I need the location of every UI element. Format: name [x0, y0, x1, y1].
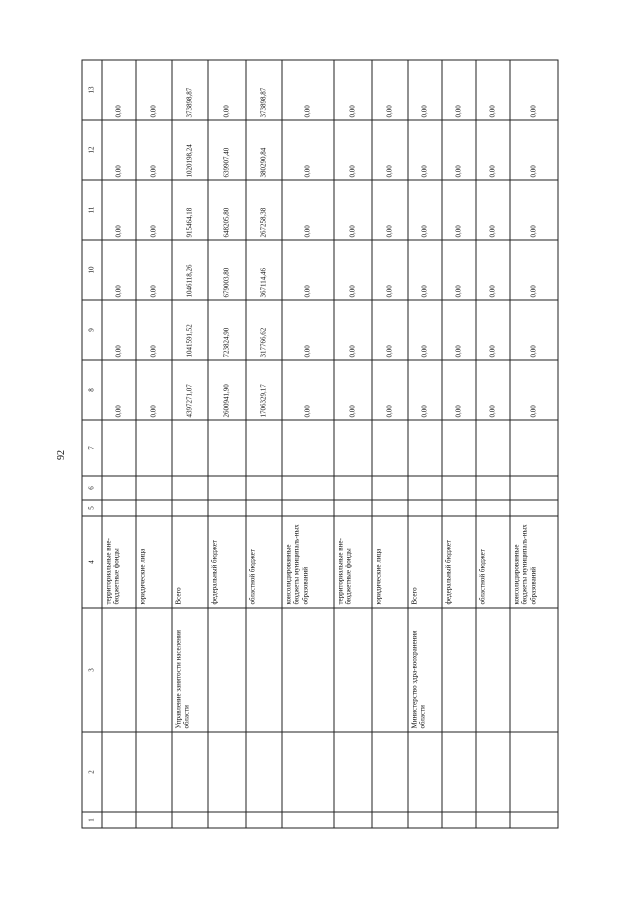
cell-value: 0,00 [282, 240, 334, 300]
cell-value: 0,00 [136, 60, 172, 120]
cell-empty [246, 420, 282, 476]
cell-empty [208, 420, 246, 476]
cell-empty [334, 476, 372, 500]
cell-value: 0,00 [102, 300, 136, 360]
table-row [372, 60, 408, 828]
cell-value: 915464,18 [172, 180, 208, 240]
table-row [246, 60, 282, 828]
cell-col-1 [442, 812, 476, 828]
budget-table [82, 60, 559, 829]
cell-empty [246, 476, 282, 500]
cell-empty [372, 500, 408, 516]
cell-source: консолидированные бюджеты муниципаль-ных образований [282, 516, 334, 608]
cell-value: 0,00 [334, 120, 372, 180]
cell-value: 0,00 [476, 300, 510, 360]
header-cell: 7 [82, 420, 102, 476]
header-row [82, 60, 102, 828]
table-row [208, 60, 246, 828]
cell-value: 0,00 [510, 300, 558, 360]
cell-empty [408, 500, 442, 516]
cell-value: 639907,40 [208, 120, 246, 180]
cell-value: 0,00 [408, 300, 442, 360]
header-cell: 1 [82, 812, 102, 828]
cell-value: 0,00 [408, 60, 442, 120]
cell-value: 0,00 [408, 360, 442, 420]
cell-responsible [442, 608, 476, 732]
cell-responsible [510, 608, 558, 732]
cell-source: федеральный бюджет [442, 516, 476, 608]
cell-col-1 [476, 812, 510, 828]
cell-value: 0,00 [282, 60, 334, 120]
cell-responsible [208, 608, 246, 732]
cell-col-2 [102, 732, 136, 812]
cell-responsible [136, 608, 172, 732]
cell-col-1 [102, 812, 136, 828]
cell-value: 0,00 [408, 240, 442, 300]
table-row [510, 60, 558, 828]
cell-col-2 [136, 732, 172, 812]
cell-col-1 [246, 812, 282, 828]
cell-empty [408, 476, 442, 500]
cell-responsible [372, 608, 408, 732]
cell-value: 0,00 [510, 360, 558, 420]
cell-value: 0,00 [334, 60, 372, 120]
header-cell: 10 [82, 240, 102, 300]
cell-value: 0,00 [442, 120, 476, 180]
cell-empty [476, 500, 510, 516]
cell-col-1 [282, 812, 334, 828]
cell-responsible: Министерство здра-воохранения области [408, 608, 442, 732]
cell-value: 0,00 [136, 240, 172, 300]
cell-empty [476, 420, 510, 476]
cell-empty [510, 476, 558, 500]
cell-value: 1046118,26 [172, 240, 208, 300]
cell-empty [282, 476, 334, 500]
cell-value: 0,00 [136, 120, 172, 180]
cell-empty [208, 476, 246, 500]
cell-empty [208, 500, 246, 516]
cell-value: 0,00 [510, 60, 558, 120]
cell-empty [102, 500, 136, 516]
cell-value: 0,00 [476, 180, 510, 240]
cell-empty [282, 500, 334, 516]
cell-source: юридические лица [136, 516, 172, 608]
cell-empty [372, 476, 408, 500]
cell-empty [172, 500, 208, 516]
header-cell: 3 [82, 608, 102, 732]
cell-value: 0,00 [442, 60, 476, 120]
header-cell: 5 [82, 500, 102, 516]
cell-value: 0,00 [102, 120, 136, 180]
header-cell: 12 [82, 120, 102, 180]
cell-responsible [476, 608, 510, 732]
cell-col-2 [282, 732, 334, 812]
cell-value: 0,00 [282, 120, 334, 180]
cell-empty [372, 420, 408, 476]
cell-value: 0,00 [476, 120, 510, 180]
cell-value: 0,00 [442, 300, 476, 360]
cell-empty [334, 420, 372, 476]
cell-value: 0,00 [102, 360, 136, 420]
table-row [172, 60, 208, 828]
cell-value: 0,00 [372, 120, 408, 180]
cell-value: 1020198,24 [172, 120, 208, 180]
table-row [408, 60, 442, 828]
cell-value: 0,00 [334, 240, 372, 300]
cell-value: 0,00 [282, 300, 334, 360]
cell-value: 0,00 [408, 180, 442, 240]
cell-value: 0,00 [476, 60, 510, 120]
cell-col-2 [208, 732, 246, 812]
cell-col-2 [476, 732, 510, 812]
cell-value: 0,00 [442, 180, 476, 240]
cell-source: Всего [408, 516, 442, 608]
cell-col-1 [334, 812, 372, 828]
cell-empty [136, 500, 172, 516]
cell-empty [102, 476, 136, 500]
cell-value: 0,00 [510, 120, 558, 180]
cell-col-2 [334, 732, 372, 812]
cell-value: 0,00 [372, 180, 408, 240]
cell-empty [172, 476, 208, 500]
cell-value: 0,00 [282, 180, 334, 240]
header-cell: 13 [82, 60, 102, 120]
page-number: 92 [56, 450, 67, 460]
table-row [282, 60, 334, 828]
cell-value: 0,00 [334, 360, 372, 420]
cell-value: 648205,80 [208, 180, 246, 240]
cell-col-1 [172, 812, 208, 828]
cell-empty [172, 420, 208, 476]
cell-col-1 [510, 812, 558, 828]
cell-value: 0,00 [136, 300, 172, 360]
cell-col-2 [442, 732, 476, 812]
cell-source: юридические лица [372, 516, 408, 608]
cell-empty [246, 500, 282, 516]
cell-empty [408, 420, 442, 476]
cell-source: областной бюджет [476, 516, 510, 608]
cell-col-2 [408, 732, 442, 812]
header-cell: 2 [82, 732, 102, 812]
cell-source: Всего [172, 516, 208, 608]
cell-responsible [246, 608, 282, 732]
cell-col-1 [372, 812, 408, 828]
cell-source: консолидированные бюджеты муниципаль-ных образований [510, 516, 558, 608]
table-row [442, 60, 476, 828]
cell-empty [510, 500, 558, 516]
cell-value: 380290,84 [246, 120, 282, 180]
cell-empty [476, 476, 510, 500]
cell-value: 0,00 [510, 240, 558, 300]
cell-col-2 [510, 732, 558, 812]
cell-empty [442, 476, 476, 500]
header-cell: 8 [82, 360, 102, 420]
cell-responsible [282, 608, 334, 732]
cell-value: 267258,38 [246, 180, 282, 240]
table-row [334, 60, 372, 828]
cell-value: 0,00 [372, 240, 408, 300]
table-container [84, 60, 556, 828]
cell-value: 0,00 [282, 360, 334, 420]
cell-empty [282, 420, 334, 476]
cell-value: 367114,46 [246, 240, 282, 300]
cell-value: 373898,87 [172, 60, 208, 120]
cell-col-1 [136, 812, 172, 828]
cell-value: 723824,90 [208, 300, 246, 360]
cell-value: 0,00 [208, 60, 246, 120]
cell-source: территориальные вне-бюджетные фонды [102, 516, 136, 608]
cell-empty [334, 500, 372, 516]
cell-value: 0,00 [442, 240, 476, 300]
cell-value: 0,00 [476, 360, 510, 420]
cell-responsible [102, 608, 136, 732]
cell-source: территориальные вне-бюджетные фонды [334, 516, 372, 608]
cell-value: 0,00 [372, 360, 408, 420]
cell-empty [442, 420, 476, 476]
cell-value: 0,00 [372, 60, 408, 120]
cell-empty [136, 476, 172, 500]
cell-value: 2600941,90 [208, 360, 246, 420]
cell-empty [102, 420, 136, 476]
cell-value: 1706329,17 [246, 360, 282, 420]
header-cell: 11 [82, 180, 102, 240]
cell-value: 0,00 [102, 180, 136, 240]
cell-source: федеральный бюджет [208, 516, 246, 608]
header-cell: 6 [82, 476, 102, 500]
cell-value: 4397271,07 [172, 360, 208, 420]
header-cell: 9 [82, 300, 102, 360]
cell-value: 0,00 [136, 180, 172, 240]
cell-col-2 [372, 732, 408, 812]
cell-value: 0,00 [510, 180, 558, 240]
cell-col-1 [408, 812, 442, 828]
cell-empty [510, 420, 558, 476]
cell-empty [442, 500, 476, 516]
cell-value: 0,00 [442, 360, 476, 420]
cell-value: 0,00 [334, 300, 372, 360]
cell-col-1 [208, 812, 246, 828]
cell-value: 373898,87 [246, 60, 282, 120]
cell-value: 0,00 [102, 240, 136, 300]
cell-source: областной бюджет [246, 516, 282, 608]
cell-value: 0,00 [334, 180, 372, 240]
cell-empty [136, 420, 172, 476]
cell-value: 0,00 [372, 300, 408, 360]
table-row [136, 60, 172, 828]
table-row [476, 60, 510, 828]
header-cell: 4 [82, 516, 102, 608]
cell-value: 0,00 [102, 60, 136, 120]
cell-value: 317766,62 [246, 300, 282, 360]
cell-value: 679003,80 [208, 240, 246, 300]
cell-responsible: Управление занятости населения области [172, 608, 208, 732]
cell-value: 1041591,52 [172, 300, 208, 360]
cell-col-2 [246, 732, 282, 812]
cell-value: 0,00 [136, 360, 172, 420]
cell-value: 0,00 [408, 120, 442, 180]
cell-col-2 [172, 732, 208, 812]
cell-responsible [334, 608, 372, 732]
table-row [102, 60, 136, 828]
cell-value: 0,00 [476, 240, 510, 300]
